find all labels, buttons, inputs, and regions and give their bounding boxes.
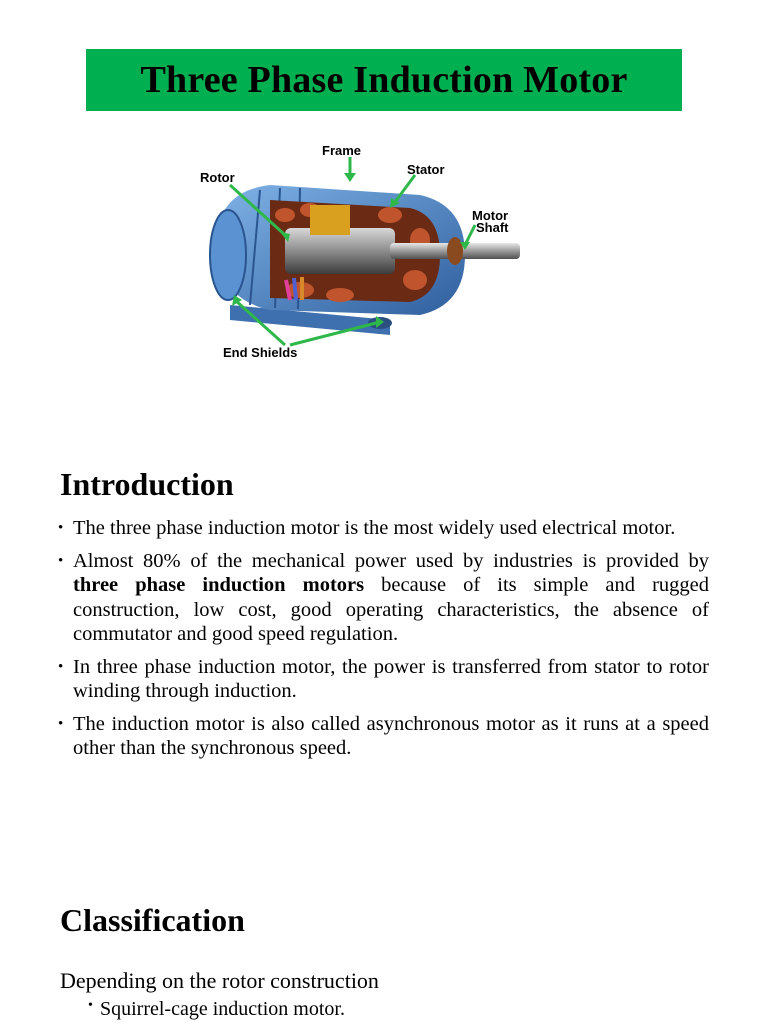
label-rotor: Rotor [200,170,235,185]
page-title: Three Phase Induction Motor [140,59,628,101]
bullet-text-bold: three phase induction motors [73,574,365,596]
bullet-text-end: because of its simple and rugged construction, low cost, good operating characteristics, the absence of commutator and good speed regulation. [73,574,709,645]
rotor-bars [310,205,350,235]
list-item [58,655,709,704]
bullet-text: The induction motor is also called asynchronous motor as it runs at a speed other than the synchronous speed. [73,712,709,759]
classification-subtext: Depending on the rotor construction [60,968,379,993]
list-item: • Squirrel-cage induction motor. [88,998,345,1021]
label-stator: Stator [407,162,445,177]
list-item [58,516,709,541]
label-frame: Frame [322,143,362,158]
motor-illustration [190,140,540,365]
shaft-bearing [447,237,463,265]
motor-diagram [190,140,540,365]
bullet-text: In three phase induction motor, the power is transferred from stator to rotor winding through induction. [73,655,709,702]
end-shield [210,210,246,300]
classification-list [88,998,345,1021]
bullet-text-start: Almost 80% of the mechanical power used by industries is provided by [73,549,709,572]
introduction-list [58,516,709,769]
bullet-text: The three phase induction motor is the most widely used electrical motor. [73,517,676,539]
list-item [58,549,709,647]
label-motor: Motor [472,208,509,223]
introduction-heading: Introduction [60,466,234,502]
classification-heading: Classification [60,902,245,938]
list-item [58,712,709,761]
label-end-shields: End Shields [223,345,298,360]
title-banner [86,49,682,111]
label-shaft: Shaft [476,220,509,235]
